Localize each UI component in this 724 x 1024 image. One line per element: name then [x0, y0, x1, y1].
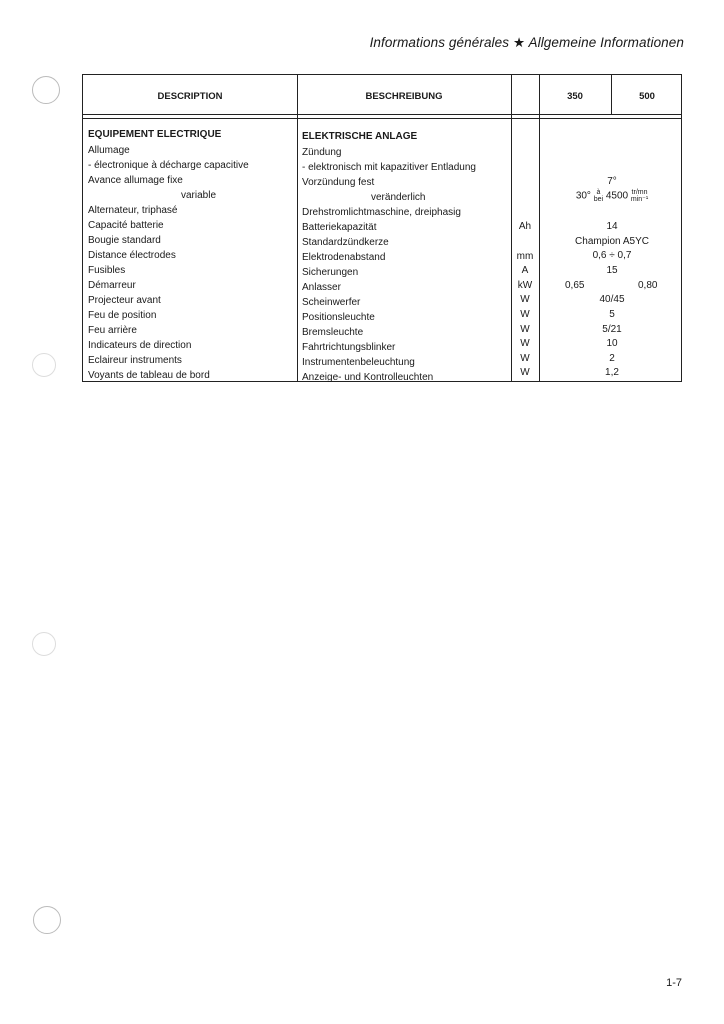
section-title-fr: EQUIPEMENT ELECTRIQUE [88, 129, 222, 140]
header-model-350: 350 [567, 91, 583, 102]
spec-label-fr: Allumage [88, 145, 130, 156]
spec-label-de: Drehstromlichtmaschine, dreiphasig [302, 207, 461, 218]
spec-label-de: Instrumentenbeleuchtung [302, 357, 415, 368]
header-beschreibung: BESCHREIBUNG [365, 91, 443, 102]
punch-hole-mark [33, 906, 61, 934]
header-rule [83, 114, 681, 115]
value-rear-light: 5/21 [602, 324, 622, 335]
value-advance-variable [541, 189, 683, 203]
value-instruments: 2 [609, 353, 615, 364]
spec-label-de: Batteriekapazität [302, 222, 377, 233]
punch-hole-mark [32, 76, 60, 104]
spec-label-de: Fahrtrichtungsblinker [302, 342, 396, 353]
value-indicators: 10 [606, 338, 618, 349]
value-starter-500: 0,80 [638, 280, 658, 291]
spec-label-de: Vorzündung fest [302, 177, 375, 188]
spec-label-fr: Bougie standard [88, 235, 161, 246]
unit-battery: Ah [518, 221, 532, 232]
column-divider [539, 75, 540, 381]
french-column [88, 127, 249, 383]
spec-label-de: Bremsleuchte [302, 327, 364, 338]
spec-label-fr: variable [181, 190, 217, 201]
value-spark-plug: Champion A5YC [575, 236, 649, 247]
spec-label-de: - elektronisch mit kapazitiver Entladung [302, 162, 476, 173]
unit-fuses: A [521, 265, 529, 276]
spec-label-de: Scheinwerfer [302, 297, 361, 308]
value-starter-350: 0,65 [565, 280, 585, 291]
header-rule [83, 118, 681, 119]
spec-label-de: Zündung [302, 147, 342, 158]
spec-label-fr: - électronique à décharge capacitive [88, 160, 249, 171]
value-fuses: 15 [606, 265, 618, 276]
spec-label-de: Sicherungen [302, 267, 359, 278]
unit-electrodes: mm [516, 251, 534, 262]
electrical-spec-table [82, 74, 682, 382]
spec-label-fr: Eclaireur instruments [88, 355, 182, 366]
value-advance-rpm-unit: tr/mn min⁻¹ [630, 189, 649, 203]
column-divider [297, 75, 298, 381]
header-description: DESCRIPTION [157, 91, 223, 102]
spec-label-de: Standardzündkerze [302, 237, 389, 248]
value-warning-lights: 1,2 [605, 367, 619, 378]
value-electrodes: 0,6 ÷ 0,7 [592, 250, 632, 261]
value-advance-fixed: 7° [607, 176, 617, 187]
page-number: 1-7 [666, 977, 682, 989]
spec-label-de: veränderlich [371, 192, 426, 203]
spec-label-fr: Démarreur [88, 280, 136, 291]
unit-instruments: W [520, 353, 530, 364]
value-headlight: 40/45 [599, 294, 625, 305]
value-battery: 14 [606, 221, 618, 232]
spec-label-fr: Feu de position [88, 310, 157, 321]
spec-label-fr: Voyants de tableau de bord [88, 370, 210, 381]
spec-label-fr: Projecteur avant [88, 295, 161, 306]
spec-label-fr: Feu arrière [88, 325, 137, 336]
spec-label-fr: Distance électrodes [88, 250, 176, 261]
german-column [302, 129, 476, 385]
spec-label-de: Anzeige- und Kontrolleuchten [302, 372, 434, 383]
spec-label-fr: Avance allumage fixe [88, 175, 183, 186]
punch-hole-mark [32, 632, 56, 656]
spec-label-fr: Capacité batterie [88, 220, 164, 231]
section-title-de: ELEKTRISCHE ANLAGE [302, 131, 418, 142]
unit-warning-lights: W [520, 367, 530, 378]
punch-hole-mark [32, 353, 56, 377]
unit-starter: kW [517, 280, 533, 291]
value-advance-rpm: 4500 [605, 190, 629, 202]
spec-label-fr: Alternateur, triphasé [88, 205, 178, 216]
unit-rear-light: W [520, 324, 530, 335]
spec-label-fr: Indicateurs de direction [88, 340, 192, 351]
spec-label-fr: Fusibles [88, 265, 126, 276]
spec-label-de: Positionsleuchte [302, 312, 375, 323]
unit-position-light: W [520, 309, 530, 320]
value-position-light: 5 [609, 309, 615, 320]
spec-label-de: Elektrodenabstand [302, 252, 386, 263]
value-advance-connector: à bei [593, 189, 604, 203]
value-advance-degrees: 30° [575, 190, 591, 202]
spec-label-de: Anlasser [302, 282, 341, 293]
page-header-title: Informations générales ★ Allgemeine Informationen [369, 35, 684, 50]
unit-headlight: W [520, 294, 530, 305]
header-model-500: 500 [639, 91, 655, 102]
unit-indicators: W [520, 338, 530, 349]
